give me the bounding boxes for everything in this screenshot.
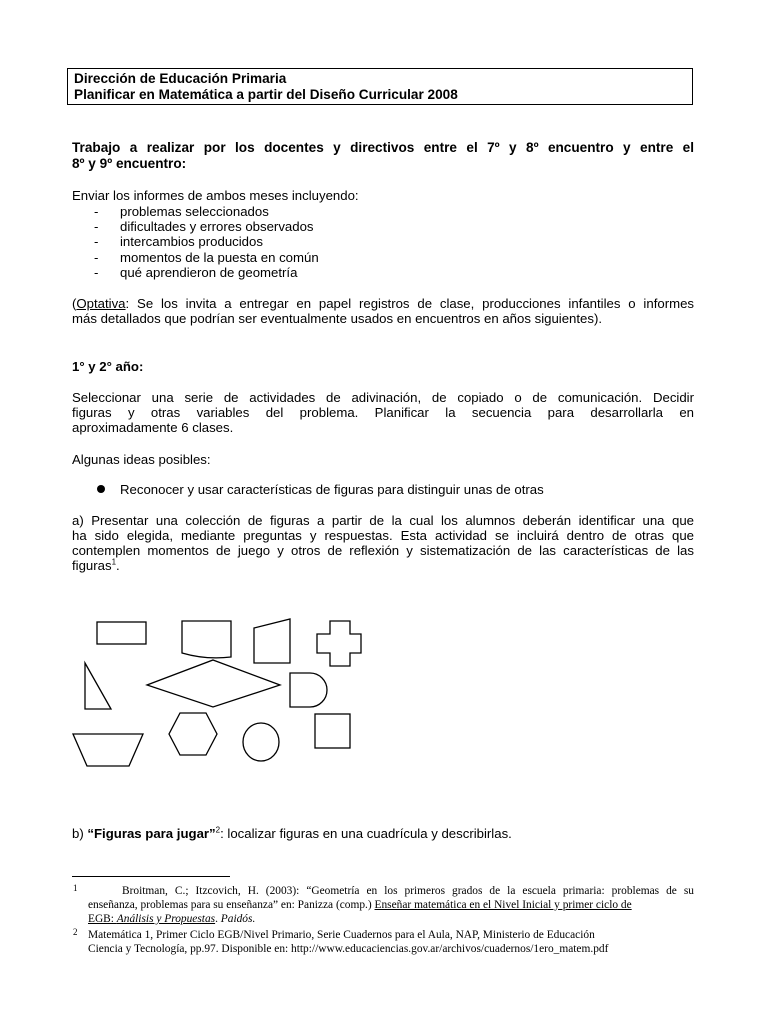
year-paragraph-line-3: aproximadamente 6 clases. (72, 420, 234, 435)
list-dash: - (94, 265, 99, 280)
activity-a-line-1: a) Presentar una colección de figuras a partir de la cual los alumnos deberán identificar una que (72, 513, 694, 528)
activity-a-line-4-text: figuras (72, 558, 112, 573)
optional-line-2: más detallados que podrían ser eventualmente usados en encuentros en años siguientes). (72, 311, 603, 326)
activity-b-text: : localizar figuras en una cuadrícula y describirlas. (220, 826, 512, 841)
square-shape (315, 714, 350, 748)
activity-b-prefix: b) (72, 826, 88, 841)
footnote-ref-2: 2 (215, 825, 221, 835)
circle-shape (243, 723, 279, 761)
list-item-text: problemas seleccionados (120, 204, 269, 219)
semicircle-shape (290, 673, 327, 707)
triangle-shape (85, 663, 111, 709)
list-dash: - (94, 204, 99, 219)
activity-a-line-2: ha sido elegida, mediante preguntas y respuestas. Esta actividad se incluirá dentro de otras que (72, 528, 694, 543)
list-dash: - (94, 219, 99, 234)
task-title-line-1: Trabajo a realizar por los docentes y directivos entre el 7º y 8º encuentro y entre el (72, 140, 694, 155)
footnote-1-number: 1 (73, 883, 78, 893)
footnote-1-book-title-end: EGB: (88, 913, 117, 925)
activity-b-title: “Figuras para jugar” (87, 826, 216, 841)
reports-intro: Enviar los informes de ambos meses incluyendo: (72, 188, 359, 203)
footnote-1-line-2 (88, 898, 694, 912)
footnote-1-separator: . (215, 913, 221, 925)
quadrilateral-shape (254, 619, 290, 663)
footnote-1-line-2-text: enseñanza, problemas para su enseñanza” en: Panizza (comp.) (88, 899, 375, 911)
year-paragraph-line-1: Seleccionar una serie de actividades de adivinación, de copiado o de comunicación. Decidir (72, 390, 694, 405)
year-paragraph-line-2: figuras y otras variables del problema. Planificar la secuencia para desarrollarla en (72, 405, 694, 420)
footnote-1-book-title: Enseñar matemática en el Nivel Inicial y primer ciclo de (374, 899, 632, 911)
list-item-text: qué aprendieron de geometría (120, 265, 298, 280)
hexagon-shape (169, 713, 217, 755)
optional-label: Optativa (76, 296, 126, 311)
task-title-line-2: 8º y 9º encuentro: (72, 156, 187, 171)
flag-shape (182, 621, 231, 658)
activity-b-line (72, 826, 512, 841)
footnote-divider (72, 876, 230, 877)
activity-a-line-3: contemplen momentos de juego y otros de reflexión y sistematización de las características de las (72, 543, 694, 558)
optional-line-1-text: : Se los invita a entregar en papel registros de clase, producciones infantiles o informes (125, 296, 694, 311)
activity-a-end: . (116, 558, 120, 573)
rectangle-shape (97, 622, 146, 644)
footnote-1-publisher: Paidós. (220, 913, 256, 925)
list-dash: - (94, 250, 99, 265)
year-section-title: 1° y 2° año: (72, 359, 144, 374)
footnote-2-line-2: Ciencia y Tecnología, pp.97. Disponible en: http://www.educaciencias.gov.ar/archivos/cuadernos/1ero_matem.pdf (88, 943, 609, 955)
cross-shape (317, 621, 361, 666)
rhombus-shape (147, 660, 280, 707)
footnote-1-book-subtitle: Análisis y Propuestas (116, 913, 216, 925)
list-item-text: intercambios producidos (120, 234, 263, 249)
list-item-text: momentos de la puesta en común (120, 250, 319, 265)
list-dash: - (94, 234, 99, 249)
header-line-2: Planificar en Matemática a partir del Diseño Curricular 2008 (74, 87, 458, 102)
bullet-text: Reconocer y usar características de figuras para distinguir unas de otras (120, 482, 544, 497)
header-line-1: Dirección de Educación Primaria (74, 71, 287, 86)
footnote-2-line-1: Matemática 1, Primer Ciclo EGB/Nivel Primario, Serie Cuadernos para el Aula, NAP, Ministerio de Educación (88, 929, 595, 941)
optional-open-paren: ( (72, 296, 77, 311)
footnote-1-line-3 (88, 912, 255, 926)
list-item-text: dificultades y errores observados (120, 219, 314, 234)
footnote-2-number: 2 (73, 927, 78, 937)
footnote-ref-1: 1 (111, 557, 117, 567)
footnote-1-line-1: Broitman, C.; Itzcovich, H. (2003): “Geometría en los primeros grados de la escuela primaria: problemas de su (122, 885, 694, 897)
ideas-label: Algunas ideas posibles: (72, 452, 211, 467)
trapezoid-shape (73, 734, 143, 766)
